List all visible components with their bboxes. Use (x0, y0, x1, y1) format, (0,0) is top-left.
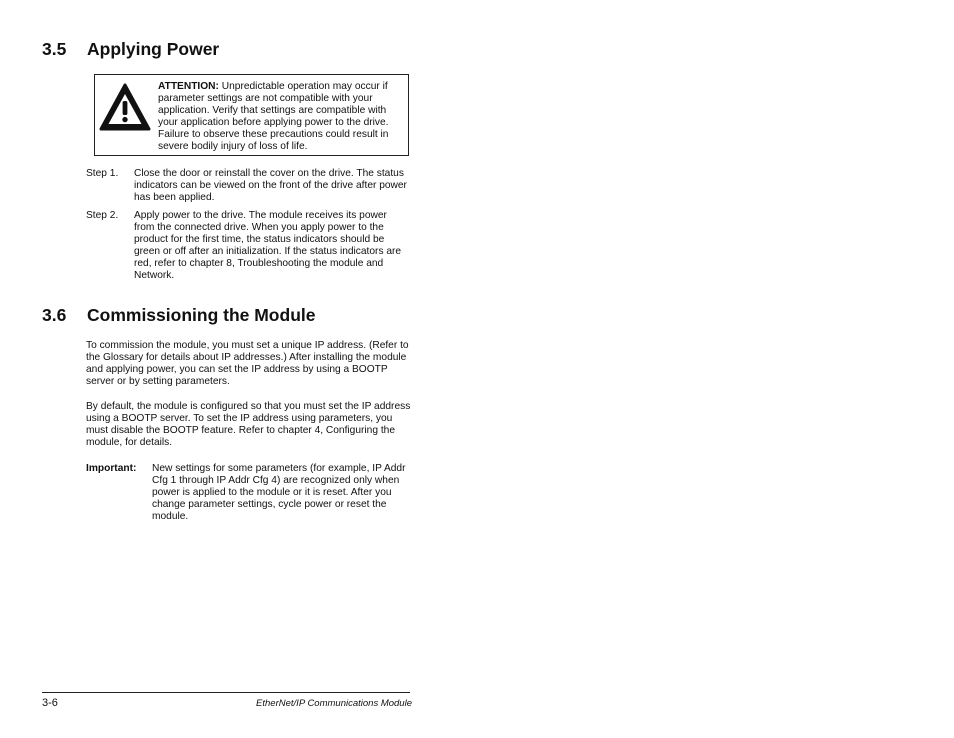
commissioning-paragraph-2: By default, the module is configured so that you must set the IP address using a BOOTP server. To set the IP address using parameters, you must disable the BOOTP feature. Refer to chapter 4, Configuring the module, for details. (86, 401, 411, 449)
section-3-5-heading (42, 39, 219, 60)
attention-label: ATTENTION: (158, 81, 219, 92)
section-number: 3.5 (42, 39, 67, 59)
step-text: Apply power to the drive. The module receives its power from the connected drive. When you apply power to the product for the first time, the status indicators should be green or off after an initialization. If the status indicators are red, refer to chapter 8, Troubleshooting the module and Network. (134, 210, 402, 282)
attention-box (94, 74, 409, 156)
step-2 (86, 210, 416, 283)
important-label: Important: (86, 463, 137, 474)
commissioning-paragraph-1: To commission the module, you must set a unique IP address. (Refer to the Glossary for details about IP addresses.) After installing the module and applying power, you can set the IP address by using a BOOTP server or by setting parameters. (86, 340, 409, 388)
important-note (86, 463, 416, 523)
section-number: 3.6 (42, 305, 67, 325)
footer-divider (42, 692, 410, 693)
section-title: Applying Power (87, 39, 220, 59)
section-title: Commissioning the Module (87, 305, 316, 325)
step-1 (86, 168, 416, 204)
page-number: 3-6 (42, 697, 58, 709)
section-3-6-heading (42, 305, 315, 326)
warning-triangle-icon (99, 83, 151, 133)
step-label: Step 1. (86, 168, 119, 179)
important-text: New settings for some parameters (for example, IP Addr Cfg 1 through IP Addr Cfg 4) are recognized only when power is applied to the module or it is reset. After you change parameter settings, cycle power or reset the module. (152, 463, 406, 523)
step-label: Step 2. (86, 210, 119, 221)
step-text: Close the door or reinstall the cover on the drive. The status indicators can be viewed on the front of the drive after power has been applied. (134, 168, 407, 204)
footer-title: EtherNet/IP Communications Module (256, 698, 412, 709)
attention-message: Unpredictable operation may occur if parameter settings are not compatible with your application. Verify that settings are compatible with your application before applying power to the drive. Failure to observe these precautions could result in severe bodily injury of loss of life. (158, 81, 389, 153)
attention-text (158, 81, 402, 154)
